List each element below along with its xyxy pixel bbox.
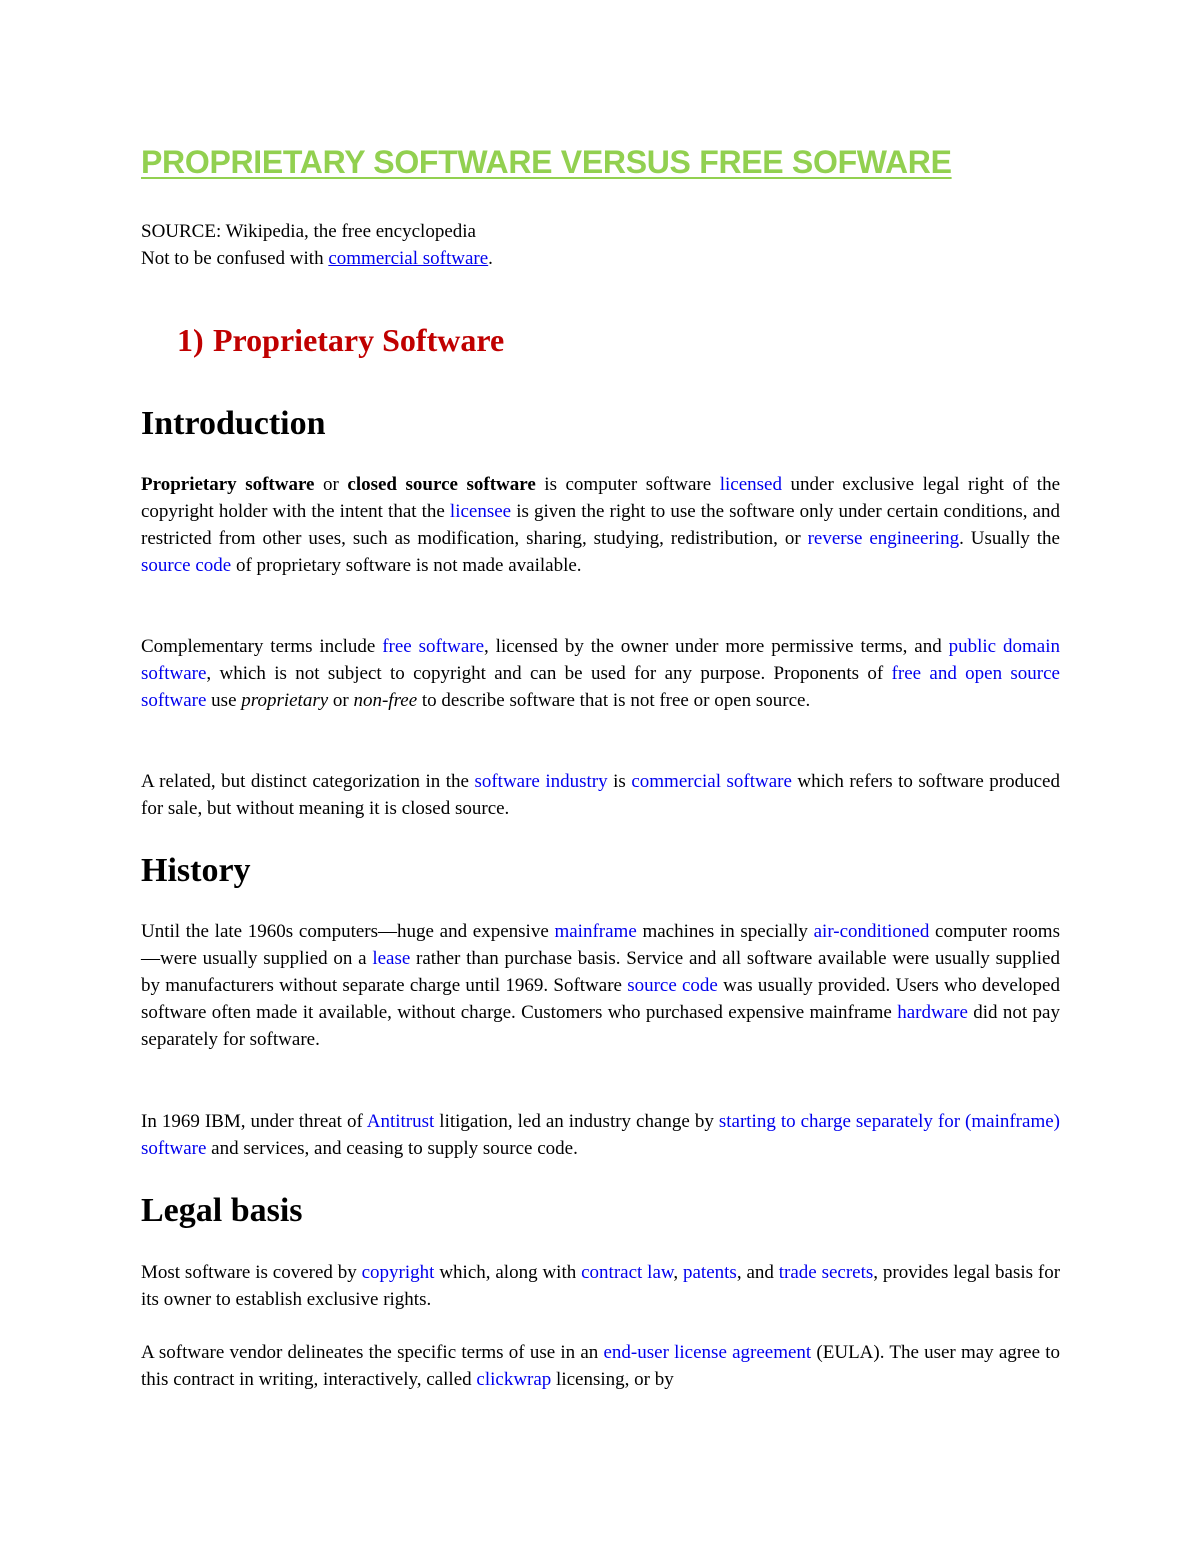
text: A software vendor delineates the specific terms of use in an	[141, 1342, 604, 1363]
unbundling-link[interactable]: starting to charge separately for (mainframe) software	[141, 1111, 1060, 1159]
commercial-software-link-2[interactable]: commercial software	[631, 771, 792, 792]
text: . Usually the	[959, 528, 1060, 549]
heading-introduction: Introduction	[141, 405, 326, 442]
text: Until the late 1960s computers—huge and expensive	[141, 921, 555, 942]
text: did not pay separately for software.	[141, 1002, 1060, 1050]
source-code-link[interactable]: source code	[141, 555, 232, 576]
text: or	[314, 474, 348, 495]
history-paragraph-2	[141, 1108, 1060, 1162]
text: or	[328, 690, 354, 711]
term-proprietary: proprietary	[241, 690, 329, 711]
foss-link[interactable]: free and open source software	[141, 663, 1060, 711]
text: under exclusive legal right of the copyright holder with the intent that the	[141, 474, 1061, 522]
public-domain-software-link[interactable]: public domain software	[141, 636, 1060, 684]
commercial-software-link[interactable]: commercial software	[328, 248, 489, 269]
antitrust-link[interactable]: Antitrust	[366, 1111, 435, 1132]
legal-paragraph-1	[141, 1259, 1060, 1313]
text: is computer software	[535, 474, 720, 495]
text: to describe software that is not free or open source.	[417, 690, 811, 711]
reverse-engineering-link[interactable]: reverse engineering	[807, 528, 960, 549]
section-label: Proprietary Software	[213, 322, 505, 358]
air-conditioned-link[interactable]: air-conditioned	[813, 921, 930, 942]
section-number: 1)	[177, 322, 204, 358]
eula-link[interactable]: end-user license agreement	[603, 1342, 812, 1363]
history-paragraph-1	[141, 918, 1060, 1053]
source-line: SOURCE: Wikipedia, the free encyclopedia	[141, 221, 476, 242]
text: , which is not subject to copyright and can be used for any purpose. Proponents of	[206, 663, 892, 684]
source-code-link-2[interactable]: source code	[627, 975, 718, 996]
text: In 1969 IBM, under threat of	[141, 1111, 367, 1132]
contract-law-link[interactable]: contract law	[581, 1262, 674, 1283]
free-software-link[interactable]: free software	[382, 636, 485, 657]
disambiguation-period: .	[488, 248, 493, 269]
legal-paragraph-2	[141, 1339, 1060, 1393]
text: which refers to software produced for sale, but without meaning it is closed source.	[141, 771, 1060, 819]
copyright-link[interactable]: copyright	[361, 1262, 435, 1283]
term-proprietary-software: Proprietary software	[141, 474, 315, 495]
text: machines in specially	[636, 921, 814, 942]
text: computer rooms—were usually supplied on a	[141, 921, 1060, 969]
text: , provides legal basis for its owner to establish exclusive rights.	[141, 1262, 1061, 1310]
text: is given the right to use the software only under certain conditions, and restricted from other uses, such as modification, sharing, studying, redistribution, or	[141, 501, 1060, 549]
text: ,	[673, 1262, 683, 1283]
lease-link[interactable]: lease	[372, 948, 411, 969]
intro-paragraph-1	[141, 471, 1060, 579]
text: litigation, led an industry change by	[434, 1111, 719, 1132]
clickwrap-link[interactable]: clickwrap	[476, 1369, 552, 1390]
disambiguation-note	[141, 245, 493, 272]
document-title: PROPRIETARY SOFTWARE VERSUS FREE SOFWARE	[141, 144, 952, 180]
source-block	[141, 218, 493, 272]
licensed-link[interactable]: licensed	[719, 474, 782, 495]
mainframe-link[interactable]: mainframe	[554, 921, 637, 942]
text: licensing, or by	[551, 1369, 674, 1390]
text: Complementary terms include	[141, 636, 383, 657]
text: Most software is covered by	[141, 1262, 362, 1283]
text: of proprietary software is not made available.	[231, 555, 582, 576]
text: is	[607, 771, 632, 792]
text: (EULA). The user may agree to this contract in writing, interactively, called	[141, 1342, 1060, 1390]
intro-paragraph-2	[141, 633, 1060, 714]
text: which, along with	[434, 1262, 582, 1283]
software-industry-link[interactable]: software industry	[474, 771, 608, 792]
licensee-link[interactable]: licensee	[449, 501, 512, 522]
text: rather than purchase basis. Service and all software available were usually supplied by manufacturers without separate charge until 1969. Software	[141, 948, 1060, 996]
term-closed-source: closed source software	[347, 474, 536, 495]
patents-link[interactable]: patents	[683, 1262, 737, 1283]
section-heading-proprietary	[177, 322, 504, 359]
text: A related, but distinct categorization in the	[141, 771, 475, 792]
intro-paragraph-3	[141, 768, 1060, 822]
heading-legal-basis: Legal basis	[141, 1192, 303, 1229]
term-non-free: non-free	[353, 690, 418, 711]
text: , licensed by the owner under more permissive terms, and	[484, 636, 949, 657]
text: , and	[736, 1262, 779, 1283]
heading-history: History	[141, 852, 251, 889]
hardware-link[interactable]: hardware	[897, 1002, 968, 1023]
text: was usually provided. Users who developed software often made it available, without charge. Customers who purchased expensive mainframe	[141, 975, 1060, 1023]
text: and services, and ceasing to supply source code.	[206, 1138, 578, 1159]
trade-secrets-link[interactable]: trade secrets	[778, 1262, 874, 1283]
text: use	[206, 690, 242, 711]
disambiguation-text: Not to be confused with	[141, 248, 329, 269]
